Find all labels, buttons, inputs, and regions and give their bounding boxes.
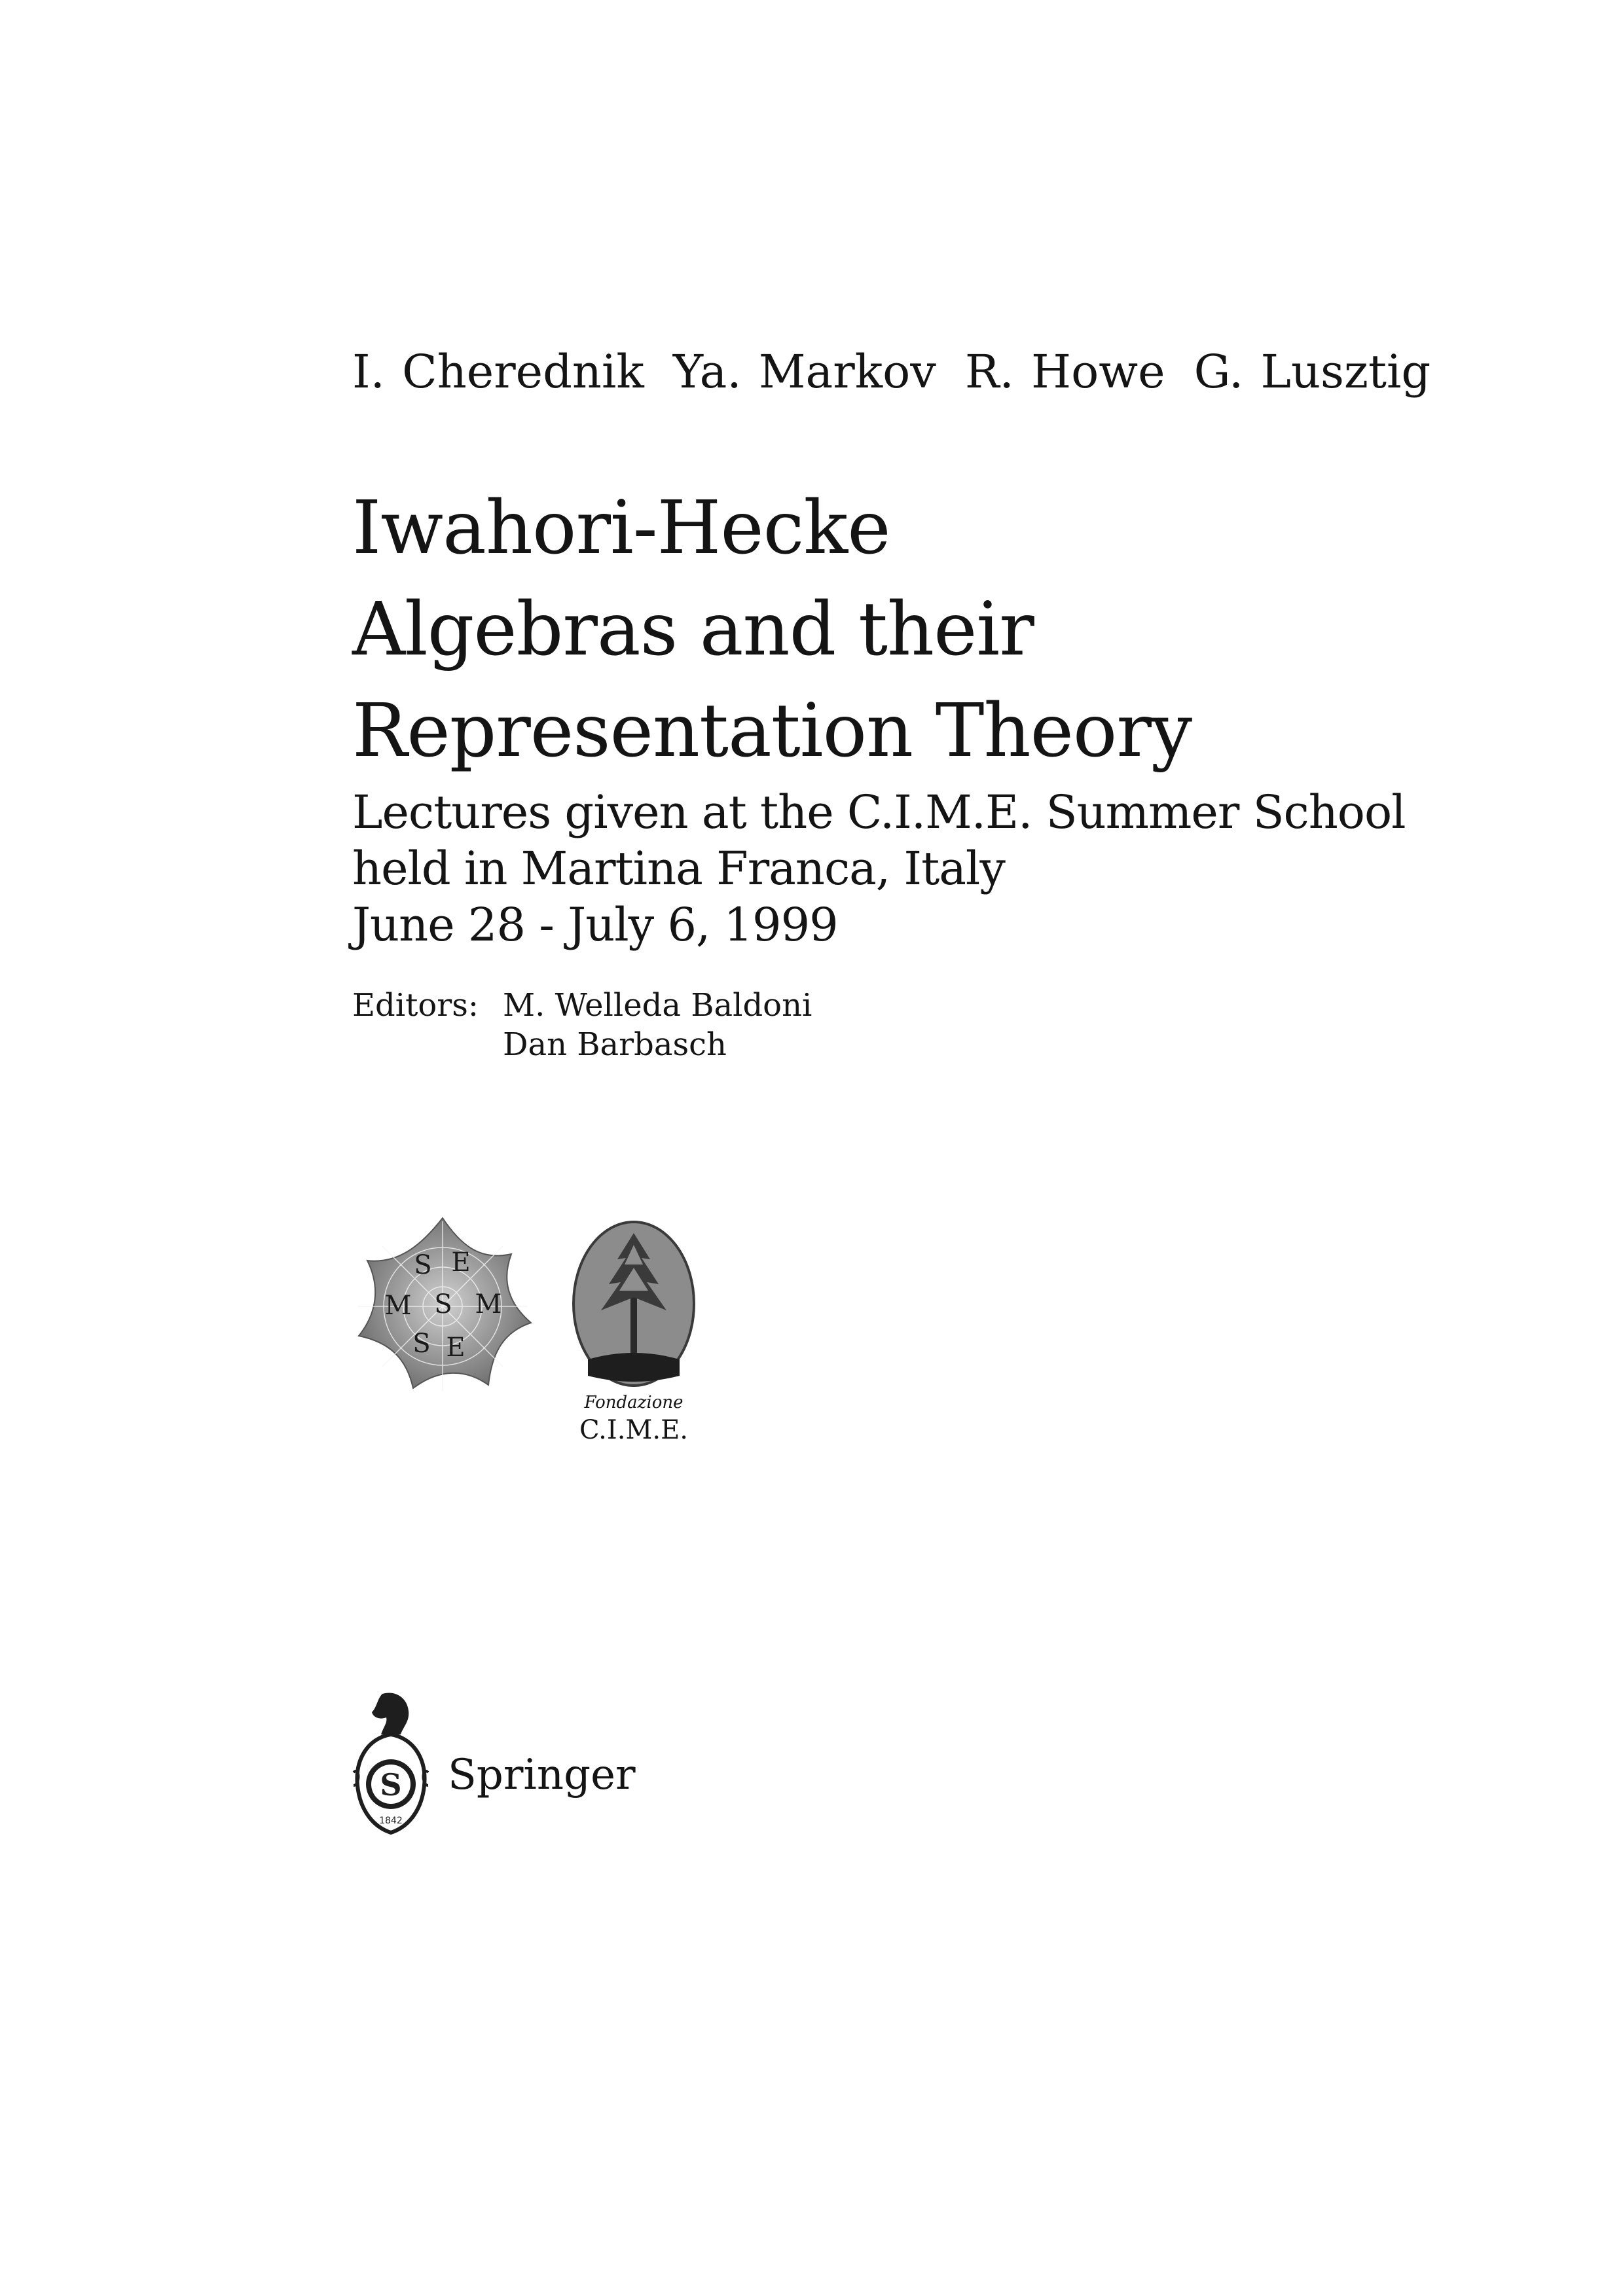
title-line: Iwahori-Hecke — [352, 486, 890, 571]
editor-name: M. Welleda Baldoni — [503, 987, 812, 1024]
publisher-name: Springer — [448, 1751, 636, 1799]
author-name: I. Cherednik — [352, 345, 644, 399]
semes-logo — [351, 1215, 534, 1398]
subtitle-line: June 28 - July 6, 1999 — [352, 898, 838, 952]
semes-letter: M — [384, 1291, 412, 1321]
cime-name: C.I.M.E. — [579, 1415, 688, 1445]
springer-year: 1842 — [379, 1816, 403, 1826]
subtitle-line: held in Martina Franca, Italy — [352, 842, 1005, 895]
title-line: Algebras and their — [352, 587, 1034, 672]
author-name: R. Howe — [964, 345, 1165, 399]
cime-logo — [568, 1219, 699, 1389]
semes-letter: S — [434, 1289, 452, 1319]
editor-name: Dan Barbasch — [503, 1026, 727, 1063]
author-list — [352, 339, 1431, 404]
editors-block — [352, 986, 812, 1064]
semes-letter: E — [446, 1333, 465, 1363]
semes-letter: M — [475, 1289, 502, 1319]
book-title — [352, 478, 1192, 782]
springer-letter: S — [380, 1767, 402, 1803]
semes-letter: E — [451, 1247, 471, 1278]
subtitle-line: Lectures given at the C.I.M.E. Summer School — [352, 785, 1406, 839]
springer-knight-icon — [348, 1687, 433, 1838]
book-subtitle — [352, 784, 1406, 953]
semes-letter: S — [414, 1250, 432, 1280]
title-line: Representation Theory — [352, 689, 1192, 774]
author-name: G. Lusztig — [1194, 345, 1431, 399]
author-name: Ya. Markov — [672, 345, 936, 399]
cime-prefix: Fondazione — [584, 1393, 684, 1412]
editors-label: Editors: — [352, 987, 479, 1024]
semes-letter: S — [412, 1329, 431, 1359]
